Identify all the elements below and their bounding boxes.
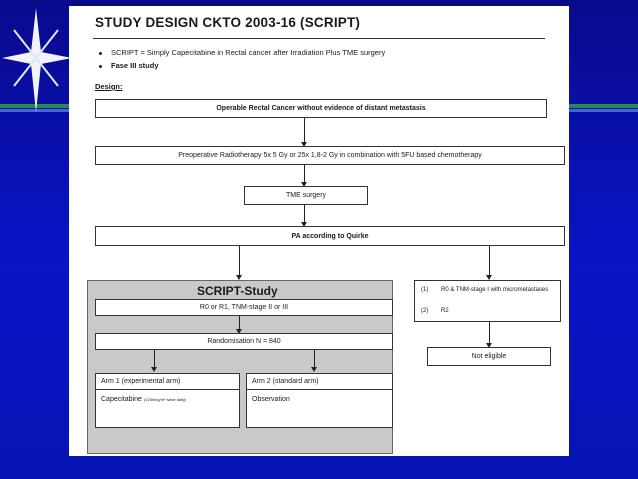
design-label: Design: (95, 82, 123, 91)
arm2-divider (247, 389, 392, 390)
arm2-title: Arm 2 (standard arm) (252, 378, 319, 385)
flow-arrow (304, 118, 305, 143)
criteria-box: R0 or R1, TNM-stage II or III (95, 299, 393, 316)
arm2-box (246, 373, 393, 428)
excluded-item: R2 (441, 308, 449, 314)
arm1-title: Arm 1 (experimental arm) (101, 378, 181, 385)
flow-arrow (304, 205, 305, 223)
branch-arrow-left (239, 246, 240, 276)
excluded-item: R0 & TNM-stage I with micrometastases (441, 287, 549, 293)
flow-step-radiotherapy: Preoperative Radiotherapy 5x 5 Gy or 25x 1,8-2 Gy in combination with 5FU based chemotherapy (95, 146, 565, 165)
flow-arrow (239, 316, 240, 330)
branch-arrow-right (489, 246, 490, 276)
excluded-item-number: (2) (421, 308, 429, 314)
flow-step-operable: Operable Rectal Cancer without evidence of distant metastasis (95, 99, 547, 118)
star-icon (0, 0, 80, 120)
arm1-dose: (1250mg/m² twice daily) (143, 397, 187, 402)
randomisation-box: Randomisation N = 840 (95, 333, 393, 350)
excluded-criteria-box (414, 280, 561, 322)
script-study-title: SCRIPT-Study (197, 284, 278, 298)
not-eligible-box: Not eligible (427, 347, 551, 366)
flow-arrow (489, 322, 490, 344)
slide-panel (69, 6, 569, 456)
arm2-arrow (314, 350, 315, 368)
title-rule (93, 38, 545, 39)
flow-step-tme-surgery: TME surgery (244, 186, 368, 205)
bullet-item (99, 61, 159, 70)
arm1-treatment: Capecitabine (101, 396, 142, 403)
bullet-icon (99, 65, 102, 68)
slide-title: STUDY DESIGN CKTO 2003-16 (SCRIPT) (95, 15, 361, 30)
bullet-text: Fase III study (111, 61, 159, 70)
arm1-arrow (154, 350, 155, 368)
bullet-text: SCRIPT = Simply Capecitabine in Rectal cancer after Irradiation Plus TME surgery (111, 48, 386, 57)
arm1-box (95, 373, 240, 428)
arm1-treatment-row (101, 396, 186, 403)
arm1-divider (96, 389, 239, 390)
bullet-icon (99, 52, 102, 55)
excluded-item-number: (1) (421, 287, 429, 293)
flow-arrow (304, 165, 305, 183)
flow-step-pa-quirke: PA according to Quirke (95, 226, 565, 246)
bullet-item (99, 48, 385, 57)
arm2-treatment: Observation (252, 396, 290, 403)
